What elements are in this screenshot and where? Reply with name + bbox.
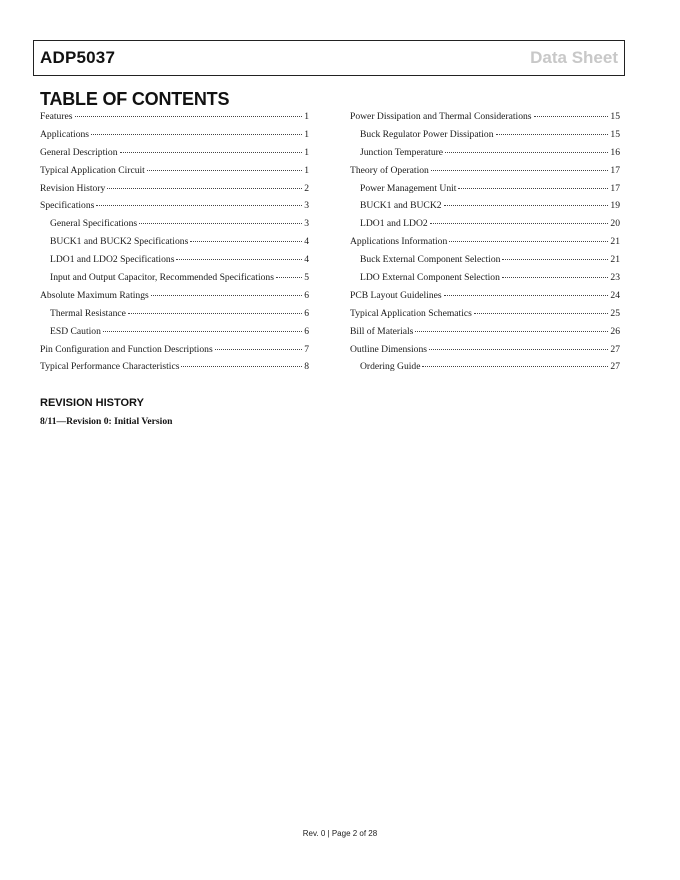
toc-dot-leader: [75, 116, 303, 117]
toc-entry-title: LDO1 and LDO2 Specifications: [50, 254, 175, 266]
toc-entry[interactable]: [40, 341, 309, 359]
toc-dot-leader: [91, 134, 302, 135]
toc-entry[interactable]: [350, 341, 620, 359]
toc-dot-leader: [415, 331, 608, 332]
toc-entry-title: Pin Configuration and Function Descriptions: [40, 343, 213, 355]
toc-entry-page: 3: [304, 218, 309, 230]
toc-entry[interactable]: [350, 358, 620, 376]
toc-left-column: [40, 108, 309, 376]
toc-entry-page: 1: [304, 111, 309, 122]
toc-entry[interactable]: [350, 323, 620, 341]
toc-entry-page: 21: [610, 254, 620, 266]
revision-history-heading: REVISION HISTORY: [40, 397, 144, 409]
toc-dot-leader: [449, 241, 608, 242]
toc-entry-page: 1: [304, 146, 309, 158]
toc-entry[interactable]: [350, 233, 620, 251]
toc-entry-title: Buck External Component Selection: [360, 254, 501, 266]
toc-entry[interactable]: [40, 269, 309, 287]
toc-dot-leader: [128, 313, 302, 314]
toc-entry-title: Revision History: [40, 182, 106, 194]
toc-entry-page: 3: [304, 200, 309, 212]
page-footer: Rev. 0 | Page 2 of 28: [302, 829, 378, 838]
toc-dot-leader: [139, 223, 302, 224]
toc-entry-title: Power Management Unit: [360, 182, 457, 194]
toc-entry-title: Features: [40, 111, 73, 122]
toc-entry[interactable]: [40, 305, 309, 323]
toc-entry[interactable]: [350, 180, 620, 198]
toc-entry-page: 6: [304, 307, 309, 319]
toc-entry-page: 15: [610, 128, 620, 140]
toc-entry-page: 20: [610, 218, 620, 230]
toc-entry-page: 2: [304, 182, 309, 194]
toc-entry-page: 27: [610, 361, 620, 373]
toc-entry[interactable]: [40, 197, 309, 215]
toc-entry[interactable]: [350, 251, 620, 269]
part-number: ADP5037: [40, 48, 116, 67]
toc-entry-page: 7: [304, 343, 309, 355]
toc-entry-title: Buck Regulator Power Dissipation: [360, 128, 494, 140]
toc-entry-page: 6: [304, 289, 309, 301]
toc-entry-title: Absolute Maximum Ratings: [40, 289, 149, 301]
toc-entry[interactable]: [350, 108, 620, 126]
toc-entry-title: Applications Information: [350, 236, 448, 248]
toc-entry-title: Theory of Operation: [350, 164, 429, 176]
toc-dot-leader: [96, 205, 302, 206]
doc-type-label: Data Sheet: [530, 48, 618, 67]
toc-dot-leader: [474, 313, 609, 314]
toc-entry-title: LDO External Component Selection: [360, 272, 500, 284]
toc-entry[interactable]: [40, 162, 309, 180]
toc-entry-page: 25: [610, 307, 620, 319]
toc-entry[interactable]: [350, 305, 620, 323]
toc-dot-leader: [458, 188, 608, 189]
toc-entry-title: PCB Layout Guidelines: [350, 289, 442, 301]
toc-entry-page: 17: [610, 164, 620, 176]
toc-dot-leader: [120, 152, 303, 153]
toc-dot-leader: [534, 116, 609, 117]
toc-dot-leader: [151, 295, 302, 296]
toc-entry-page: 19: [610, 200, 620, 212]
toc-entry-title: Junction Temperature: [360, 146, 444, 158]
toc-entry[interactable]: [40, 108, 309, 126]
toc-entry-page: 16: [610, 146, 620, 158]
toc-dot-leader: [276, 277, 302, 278]
toc-dot-leader: [215, 349, 303, 350]
toc-entry[interactable]: [40, 323, 309, 341]
toc-entry-page: 15: [610, 111, 620, 122]
toc-entry-title: LDO1 and LDO2: [360, 218, 428, 230]
toc-entry-page: 6: [304, 325, 309, 337]
page-header: [33, 40, 625, 76]
toc-entry-title: Outline Dimensions: [350, 343, 428, 355]
toc-entry-title: Power Dissipation and Thermal Considerations: [350, 111, 532, 122]
toc-entry-page: 4: [304, 254, 309, 266]
toc-entry[interactable]: [350, 269, 620, 287]
toc-dot-leader: [445, 152, 608, 153]
toc-dot-leader: [190, 241, 302, 242]
toc-entry-title: BUCK1 and BUCK2: [360, 200, 442, 212]
toc-entry-title: Thermal Resistance: [50, 307, 126, 319]
toc-entry[interactable]: [40, 180, 309, 198]
toc-dot-leader: [496, 134, 609, 135]
toc-entry-title: Typical Application Schematics: [350, 307, 472, 319]
toc-entry-page: 4: [304, 236, 309, 248]
toc-entry-page: 1: [304, 128, 309, 140]
toc-entry[interactable]: [350, 287, 620, 305]
toc-dot-leader: [444, 295, 609, 296]
toc-entry[interactable]: [40, 251, 309, 269]
toc-entry[interactable]: [40, 287, 309, 305]
toc-entry-title: Bill of Materials: [350, 325, 414, 337]
toc-entry-title: Input and Output Capacitor, Recommended Specifications: [50, 272, 274, 284]
toc-dot-leader: [422, 366, 608, 367]
toc-entry-title: Typical Performance Characteristics: [40, 361, 180, 373]
toc-entry[interactable]: [40, 144, 309, 162]
toc-entry[interactable]: [350, 215, 620, 233]
toc-entry-page: 5: [304, 272, 309, 284]
toc-entry[interactable]: [350, 197, 620, 215]
toc-entry-page: 26: [610, 325, 620, 337]
toc-entry-title: Ordering Guide: [360, 361, 421, 373]
toc-entry-page: 1: [304, 164, 309, 176]
toc-entry-title: Specifications: [40, 200, 95, 212]
toc-dot-leader: [430, 223, 609, 224]
toc-entry[interactable]: [350, 126, 620, 144]
toc-entry[interactable]: [40, 126, 309, 144]
toc-dot-leader: [429, 349, 608, 350]
toc-dot-leader: [147, 170, 302, 171]
toc-entry-page: 27: [610, 343, 620, 355]
toc-entry-title: General Description: [40, 146, 118, 158]
toc-entry[interactable]: [350, 144, 620, 162]
toc-dot-leader: [181, 366, 302, 367]
toc-dot-leader: [176, 259, 302, 260]
revision-entry: 8/11—Revision 0: Initial Version: [40, 416, 173, 427]
toc-entry-title: BUCK1 and BUCK2 Specifications: [50, 236, 189, 248]
toc-dot-leader: [103, 331, 302, 332]
toc-dot-leader: [444, 205, 609, 206]
toc-entry-title: Typical Application Circuit: [40, 164, 145, 176]
toc-entry-page: 23: [610, 272, 620, 284]
toc-entry[interactable]: [40, 215, 309, 233]
toc-entry-page: 8: [304, 361, 309, 373]
toc-dot-leader: [107, 188, 302, 189]
toc-dot-leader: [502, 259, 608, 260]
toc-entry[interactable]: [40, 358, 309, 376]
toc-entry-page: 24: [610, 289, 620, 301]
toc-entry[interactable]: [350, 162, 620, 180]
toc-title: TABLE OF CONTENTS: [40, 89, 230, 109]
toc-entry-title: ESD Caution: [50, 325, 101, 337]
toc-dot-leader: [502, 277, 609, 278]
toc-entry[interactable]: [40, 233, 309, 251]
toc-entry-title: Applications: [40, 128, 90, 140]
toc-right-column: [350, 108, 620, 376]
toc-entry-page: 21: [610, 236, 620, 248]
toc-dot-leader: [431, 170, 609, 171]
toc-entry-page: 17: [610, 182, 620, 194]
toc-entry-title: General Specifications: [50, 218, 138, 230]
